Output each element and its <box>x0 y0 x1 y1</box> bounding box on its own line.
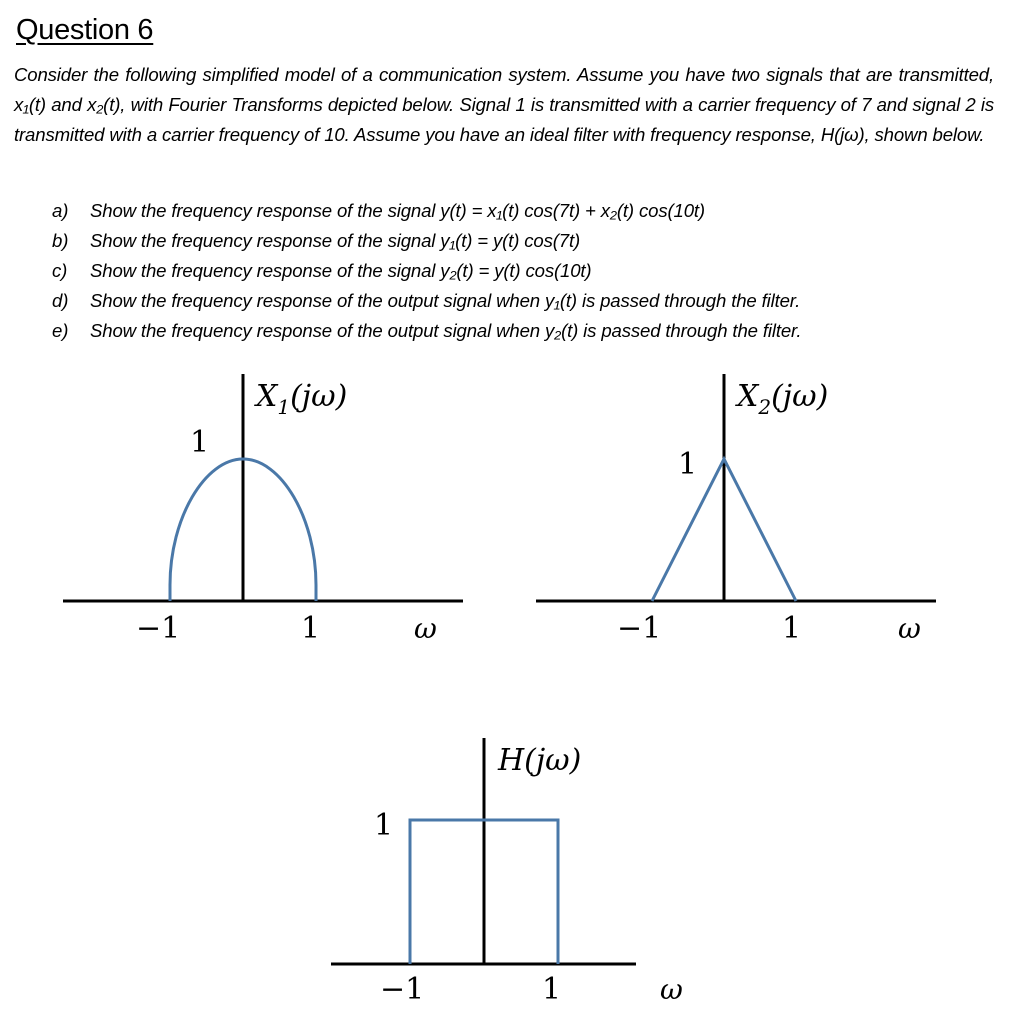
x2-plot-title: $X_2(j\omega)$ <box>737 379 829 419</box>
plot-x1 <box>63 374 463 646</box>
part-text: Show the frequency response of the signal y(t) = x₁(t) cos(7t) + x₂(t) cos(10t) <box>90 200 705 221</box>
h-axis-label: ω <box>660 973 683 1006</box>
part-text: Show the frequency response of the output signal when y₂(t) is passed through the filter. <box>90 320 802 341</box>
h-right-tick: 1 <box>542 972 562 1007</box>
plot-h <box>331 738 683 1007</box>
part-label: a) <box>52 200 69 221</box>
x2-left-tick: −1 <box>617 611 662 646</box>
part-label: c) <box>52 260 68 281</box>
part-label: e) <box>52 320 69 341</box>
question-title: Question 6 <box>16 14 154 46</box>
x1-right-tick: 1 <box>301 611 321 646</box>
x1-left-tick: −1 <box>136 611 181 646</box>
h-plot-title: H(jω) <box>498 743 582 778</box>
x1-axis-label: ω <box>414 612 437 645</box>
part-text: Show the frequency response of the output signal when y₁(t) is passed through the filter. <box>90 290 801 311</box>
part-text: Show the frequency response of the signal y₂(t) = y(t) cos(10t) <box>90 260 592 281</box>
plot-x2 <box>536 374 936 646</box>
question-intro: Consider the following simplified model of a communication system. Assume you have two signals that are transmitted, x₁(t) and x₂(t), with Fourier Transforms depicted below. Signal 1 is transmitted with a carrier frequency of 7 and signal 2 is transmitted with a carrier frequency of 10. Assume you have an ideal filter with frequency response, H(jω), shown below. <box>14 64 994 145</box>
x1-plot-title: $X_1(j\omega)$ <box>256 379 348 419</box>
x2-peak-label: 1 <box>678 447 698 482</box>
h-peak-label: 1 <box>374 808 394 843</box>
part-label: d) <box>52 290 69 311</box>
part-text: Show the frequency response of the signal y₁(t) = y(t) cos(7t) <box>90 230 581 251</box>
h-left-tick: −1 <box>380 972 425 1007</box>
part-label: b) <box>52 230 69 251</box>
x1-peak-label: 1 <box>190 425 210 460</box>
x2-axis-label: ω <box>898 612 921 645</box>
x2-right-tick: 1 <box>782 611 802 646</box>
